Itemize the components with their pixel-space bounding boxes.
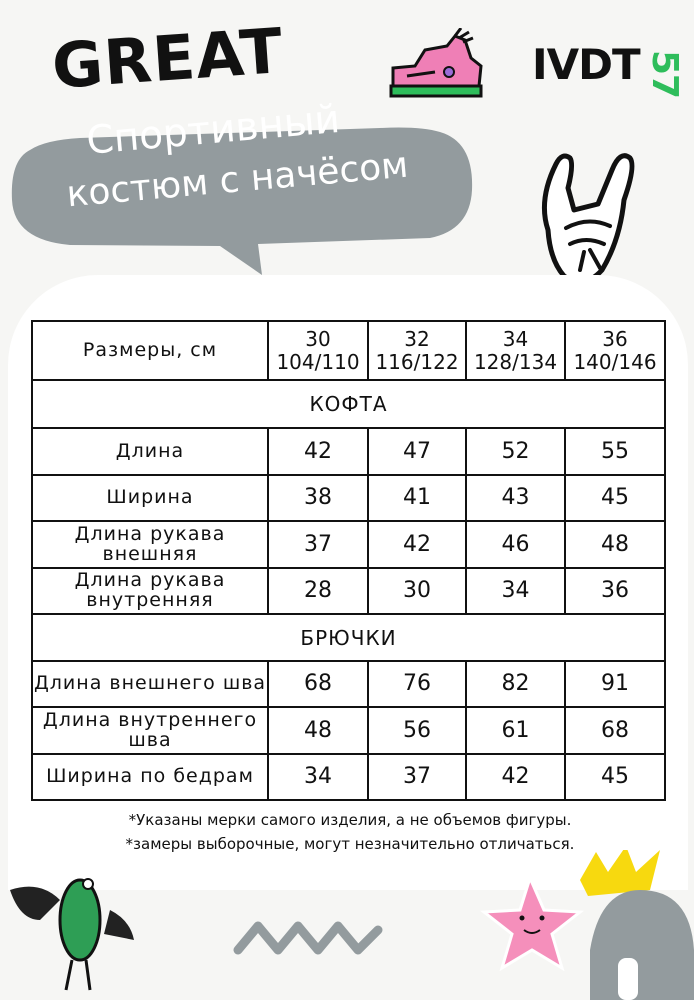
size-column-header (565, 321, 665, 380)
star-icon (484, 878, 580, 968)
note-measurements: *Указаны мерки самого изделия, а не объемов фигуры. (128, 811, 572, 829)
table-row (32, 661, 665, 707)
measurement-value: 68 (268, 661, 368, 707)
measurement-label: Длина внутреннего шва (32, 707, 268, 754)
size-code: 36 (602, 326, 628, 351)
size-height: 128/134 (473, 349, 558, 374)
measurement-value: 82 (466, 661, 565, 707)
sneaker-icon (385, 28, 485, 100)
table-row (32, 754, 665, 800)
brand-title: GREAT (49, 14, 286, 103)
measurement-value: 45 (565, 754, 665, 800)
size-code: 30 (305, 326, 331, 351)
size-table (31, 320, 666, 801)
table-row (32, 475, 665, 521)
measurement-value: 28 (268, 568, 368, 614)
measurement-value: 46 (466, 521, 565, 568)
measurement-value: 47 (368, 428, 466, 475)
section-title: КОФТА (32, 380, 665, 428)
measurement-label: Длина внешнего шва (32, 661, 268, 707)
bird-icon (10, 879, 134, 990)
measurement-label: Длина (32, 428, 268, 475)
zigzag-decoration (238, 926, 378, 950)
size-height: 116/122 (375, 349, 459, 374)
measurement-value: 42 (268, 428, 368, 475)
size-height: 140/146 (573, 349, 657, 374)
grey-arch-shape (590, 890, 694, 1000)
size-column-header (466, 321, 565, 380)
logo (532, 40, 688, 99)
measurement-value: 43 (466, 475, 565, 521)
table-row (32, 568, 665, 614)
measurement-value: 30 (368, 568, 466, 614)
table-row (32, 428, 665, 475)
product-title-line2: костюм с начёсом (64, 144, 410, 216)
measurement-value: 68 (565, 707, 665, 754)
measurement-value: 42 (466, 754, 565, 800)
measurement-value: 45 (565, 475, 665, 521)
section-row (32, 614, 665, 661)
note-approximate: *замеры выборочные, могут незначительно отличаться. (125, 835, 575, 853)
size-header-cell: Размеры, см (32, 321, 268, 380)
size-column-header (268, 321, 368, 380)
measurement-value: 38 (268, 475, 368, 521)
bottom-decorations (0, 850, 694, 1000)
measurement-value: 37 (268, 521, 368, 568)
measurement-value: 56 (368, 707, 466, 754)
measurement-value: 36 (565, 568, 665, 614)
table-row (32, 521, 665, 568)
size-code: 34 (502, 326, 529, 351)
measurement-value: 55 (565, 428, 665, 475)
crown-icon (580, 850, 660, 896)
table-header-row (32, 321, 665, 380)
size-height: 104/110 (276, 349, 360, 374)
measurement-label: Длина рукава внешняя (32, 521, 268, 568)
measurement-value: 48 (268, 707, 368, 754)
measurement-label: Длина рукава внутренняя (32, 568, 268, 614)
table-row (32, 707, 665, 754)
measurement-value: 34 (466, 568, 565, 614)
product-title-line1: Спортивный (84, 96, 342, 164)
section-row (32, 380, 665, 428)
size-column-header (368, 321, 466, 380)
measurement-value: 42 (368, 521, 466, 568)
size-code: 32 (404, 326, 430, 351)
measurement-label: Ширина (32, 475, 268, 521)
section-title: БРЮЧКИ (32, 614, 665, 661)
measurement-value: 52 (466, 428, 565, 475)
rock-hand-icon (528, 140, 646, 290)
measurement-value: 34 (268, 754, 368, 800)
measurement-label: Ширина по бедрам (32, 754, 268, 800)
logo-number: 57 (643, 49, 685, 99)
measurement-value: 76 (368, 661, 466, 707)
measurement-value: 48 (565, 521, 665, 568)
logo-text: IVDT (532, 40, 640, 89)
measurement-value: 41 (368, 475, 466, 521)
measurement-value: 61 (466, 707, 565, 754)
measurement-value: 91 (565, 661, 665, 707)
measurement-value: 37 (368, 754, 466, 800)
